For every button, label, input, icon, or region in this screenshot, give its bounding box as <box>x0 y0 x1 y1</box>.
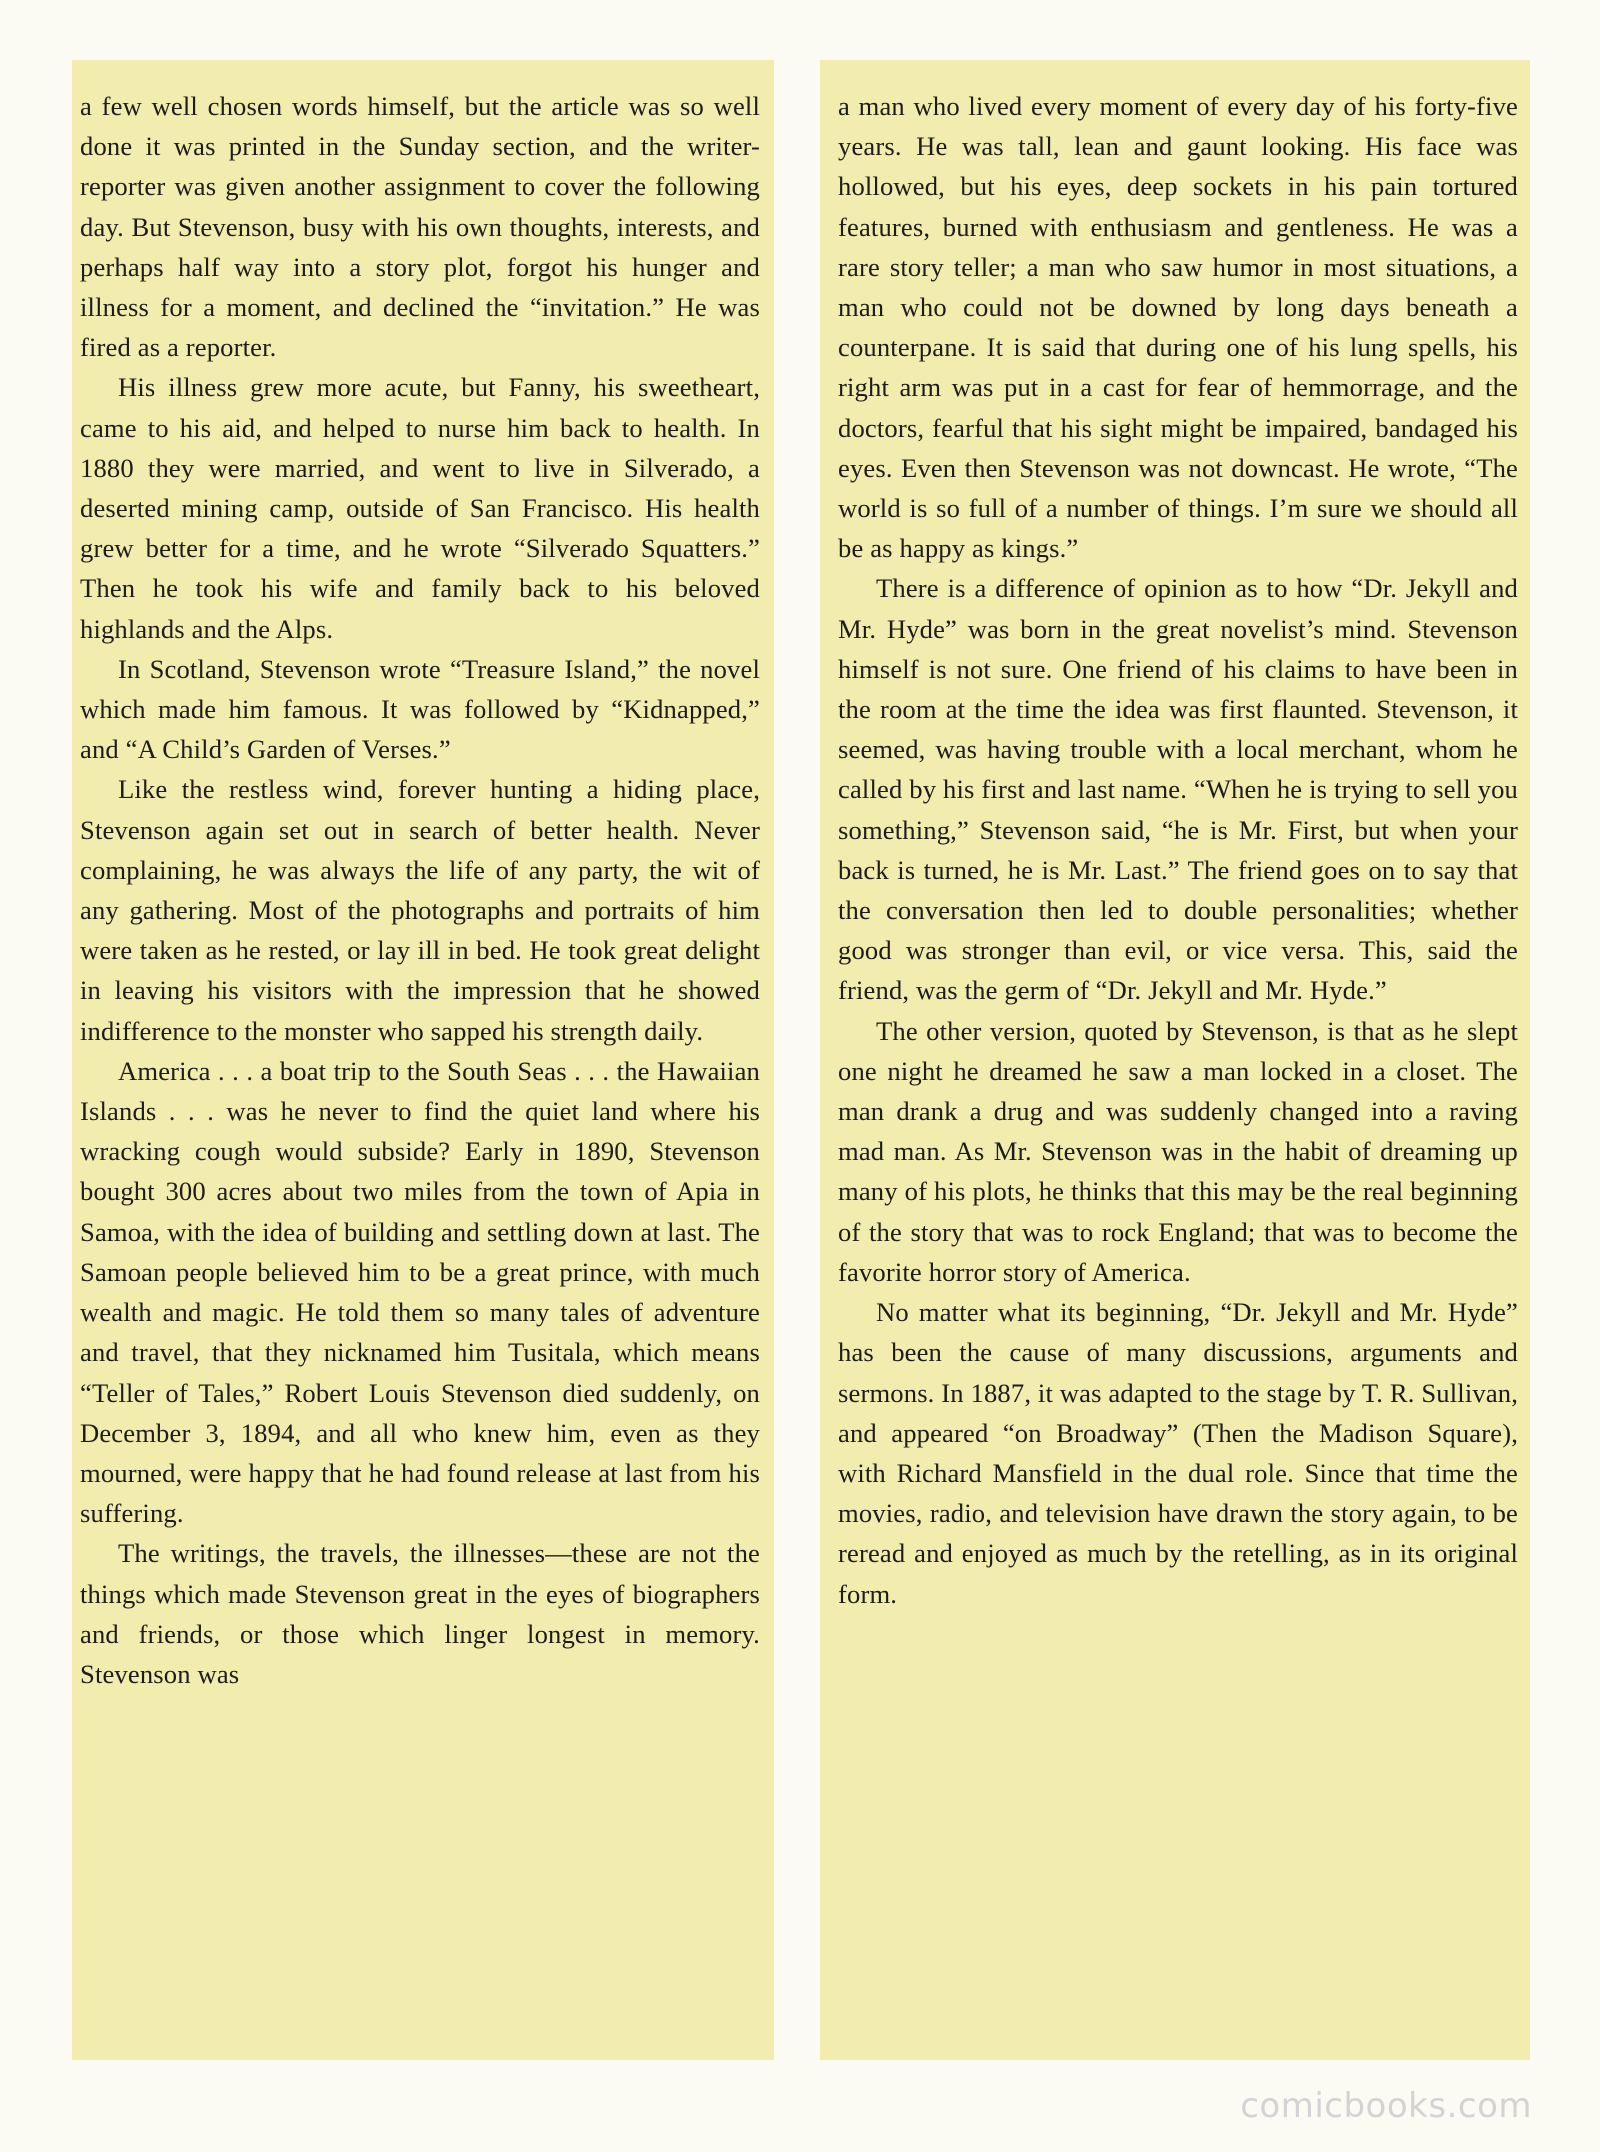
paragraph: Like the restless wind, forever hunting a hiding place, Stevenson again set out in search of better health. Never complaining, he was always the life of any party, the wit of any gathering. Most of the photographs and portraits of him were taken as he rested, or lay ill in bed. He took great delight in leaving his visitors with the impression that he showed indifference to the monster who sapped his strength daily. <box>80 774 760 1046</box>
paragraph: a man who lived every moment of every day of his forty-five years. He was tall, lean and gaunt looking. His face was hollowed, but his eyes, deep sockets in his pain tortured features, burned with enthusiasm and gentleness. He was a rare story teller; a man who saw humor in most situations, a man who could not be downed by long days beneath a counterpane. It is said that during one of his lung spells, his right arm was put in a cast for fear of hemmorrage, and the doctors, fearful that his sight might be impaired, bandaged his eyes. Even then Stevenson was not downcast. He wrote, “The world is so full of a number of things. I’m sure we should all be as happy as kings.” <box>838 91 1518 564</box>
right-column <box>820 60 1530 2060</box>
paragraph: No matter what its beginning, “Dr. Jekyll and Mr. Hyde” has been the cause of many discussions, arguments and sermons. In 1887, it was adapted to the stage by T. R. Sullivan, and appeared “on Broadway” (Then the Madison Square), with Richard Mansfield in the dual role. Since that time the movies, radio, and television have drawn the story again, to be reread and enjoyed as much by the retelling, as in its original form. <box>838 1297 1519 1609</box>
paragraph: In Scotland, Stevenson wrote “Treasure Island,” the novel which made him famous. It was followed by “Kidnapped,” and “A Child’s Garden of Verses.” <box>80 653 760 765</box>
paragraph: America . . . a boat trip to the South Seas . . . the Hawaiian Islands . . . was he never to find the quiet land where his wracking cough would subside? Early in 1890, Stevenson bought 300 acres about two miles from the town of Apia in Samoa, with the idea of building and settling down at last. The Samoan people believed him to be a great prince, with much wealth and magic. He told them so many tales of adventure and travel, that they nicknamed him Tusitala, which means “Teller of Tales,” Robert Louis Stevenson died suddenly, on December 3, 1894, and all who knew him, even as they mourned, were happy that he had found release at last from his suffering. <box>80 1055 760 1529</box>
paragraph: The other version, quoted by Stevenson, is that as he slept one night he dreamed he saw a man locked in a closet. The man drank a drug and was suddenly changed into a raving mad man. As Mr. Stevenson was in the habit of dreaming up many of his plots, he thinks that this may be the real beginning of the story that was to rock England; that was to become the favorite horror story of America. <box>838 1015 1518 1287</box>
paragraph: a few well chosen words himself, but the article was so well done it was printed in the Sunday section, and the writer-reporter was given another assignment to cover the following day. But Stevenson, busy with his own thoughts, interests, and perhaps half way into a story plot, forgot his hunger and illness for a moment, and declined the “invitation.” He was fired as a reporter. <box>80 91 760 363</box>
paragraph: There is a difference of opinion as to how “Dr. Jekyll and Mr. Hyde” was born in the great novelist’s mind. Stevenson himself is not sure. One friend of his claims to have been in the room at the time the idea was first flaunted. Stevenson, it seemed, was having trouble with a local merchant, whom he called by his first and last name. “When he is trying to sell you something,” Stevenson said, “he is Mr. First, but when your back is turned, he is Mr. Last.” The friend goes on to say that the conversation then led to double personalities; whether good was stronger than evil, or vice versa. This, said the friend, was the germ of “Dr. Jekyll and Mr. Hyde.” <box>838 573 1518 1006</box>
paragraph: His illness grew more acute, but Fanny, his sweetheart, came to his aid, and helped to nurse him back to health. In 1880 they were married, and went to live in Silverado, a deserted mining camp, outside of San Francisco. His health grew better for a time, and he wrote “Silverado Squatters.” Then he took his wife and family back to his beloved highlands and the Alps. <box>80 372 760 644</box>
left-column <box>72 60 774 2060</box>
paragraph: The writings, the travels, the illnesses—these are not the things which made Stevenson great in the eyes of biographers and friends, or those which linger longest in memory. Stevenson was <box>80 1538 760 1689</box>
watermark: comicbooks.com <box>1240 2086 1532 2126</box>
